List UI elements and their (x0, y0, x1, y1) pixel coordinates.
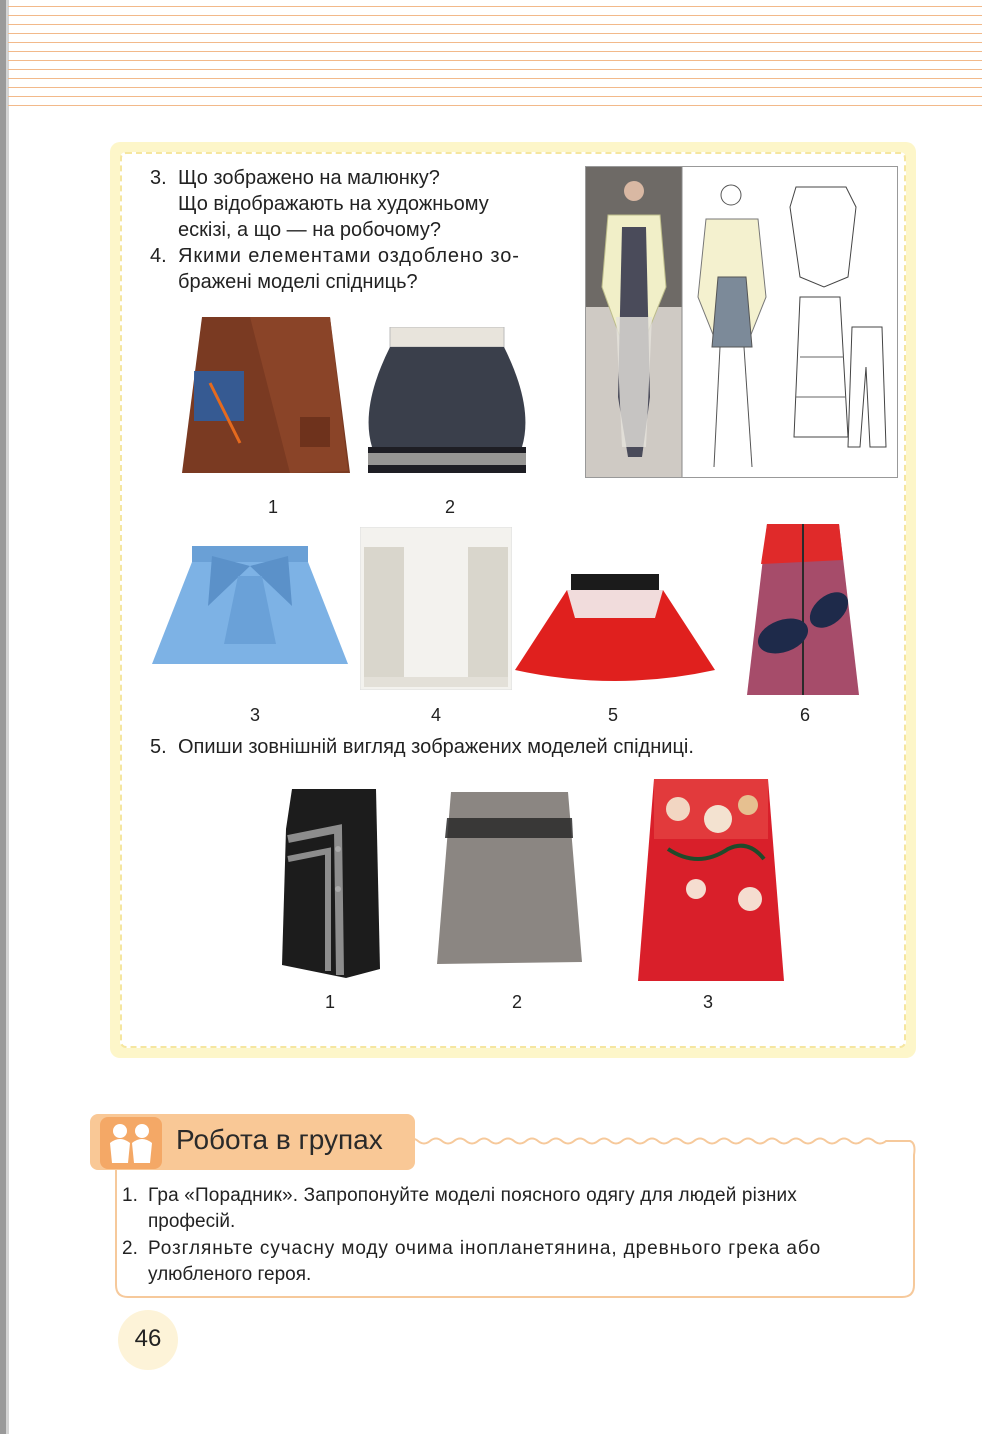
skirt-image-2-gray-tulip (362, 327, 532, 484)
group-work-item-2-number: 2. (122, 1238, 138, 1259)
question-3-line-1: Що зображено на малюнку? (178, 167, 440, 189)
skirt-5-caption: 5 (607, 705, 618, 725)
skirt-4-caption: 4 (430, 705, 441, 725)
group-work-item-1-line-2: професій. (148, 1211, 236, 1232)
group-work-item-2-line-1: Розгляньте сучасну моду очима інопланетянина, древнього грека або (148, 1238, 822, 1259)
skirt-image-4-white-lace (360, 527, 512, 690)
question-5-number: 5. (150, 736, 167, 758)
page-gutter-shade (6, 0, 9, 1434)
group-work-icon (100, 1117, 162, 1169)
skirt-1-caption: 1 (267, 497, 278, 517)
skirt-image-6-red-flower (747, 524, 859, 695)
question-4-line-1: Якими елементами оздоблено зо- (178, 245, 520, 267)
question-4-line-2: бражені моделі спідниць? (178, 271, 418, 293)
skirt-image-5-red-lace (515, 574, 715, 686)
fashion-photo-and-sketch (585, 166, 898, 478)
question-5-text: Опиши зовнішній вигляд зображених моделей спідниці. (178, 736, 694, 758)
tech-drawing-dress (794, 297, 848, 437)
skirt-image-1-brown-wrap (180, 313, 352, 487)
skirt-image-7-black-gray-stripes (282, 789, 382, 978)
model-head (624, 181, 644, 201)
group-work-item-2 (122, 1236, 912, 1288)
question-3-line-3: ескізі, а що — на робочому? (178, 219, 441, 241)
skirt-6-caption: 6 (799, 705, 810, 725)
skirt-2-caption: 2 (444, 497, 455, 517)
skirt-image-3-blue-bow (152, 546, 348, 671)
question-3-line-2: Що відображають на художньому (178, 193, 489, 215)
group-work-title: Робота в групах (176, 1124, 383, 1155)
group-work-item-1-number: 1. (122, 1185, 138, 1206)
group-work-item-2-line-2: улюбленого героя. (148, 1264, 312, 1285)
skirt-image-9-red-embroidered (638, 779, 784, 981)
skirt-8-caption: 2 (511, 992, 522, 1012)
skirt-3-caption: 3 (249, 705, 260, 725)
question-3-number: 3. (150, 167, 167, 189)
group-work-item-1-line-1: Гра «Порадник». Запропонуйте моделі поясного одягу для людей різних (148, 1185, 797, 1206)
header-ruled-lines (0, 0, 982, 110)
tech-drawing-top (790, 187, 856, 287)
question-4-number: 4. (150, 245, 167, 267)
group-work-item-1 (122, 1183, 912, 1235)
page-number: 46 (134, 1325, 162, 1352)
tech-drawing-trousers (848, 327, 886, 447)
question-3 (150, 165, 570, 243)
skirt-9-caption: 3 (702, 992, 713, 1012)
question-5 (150, 734, 790, 760)
sketch-head (721, 185, 741, 205)
skirt-image-8-gray-pencil (437, 792, 582, 972)
skirt-7-caption: 1 (324, 992, 335, 1012)
question-4 (150, 243, 555, 295)
